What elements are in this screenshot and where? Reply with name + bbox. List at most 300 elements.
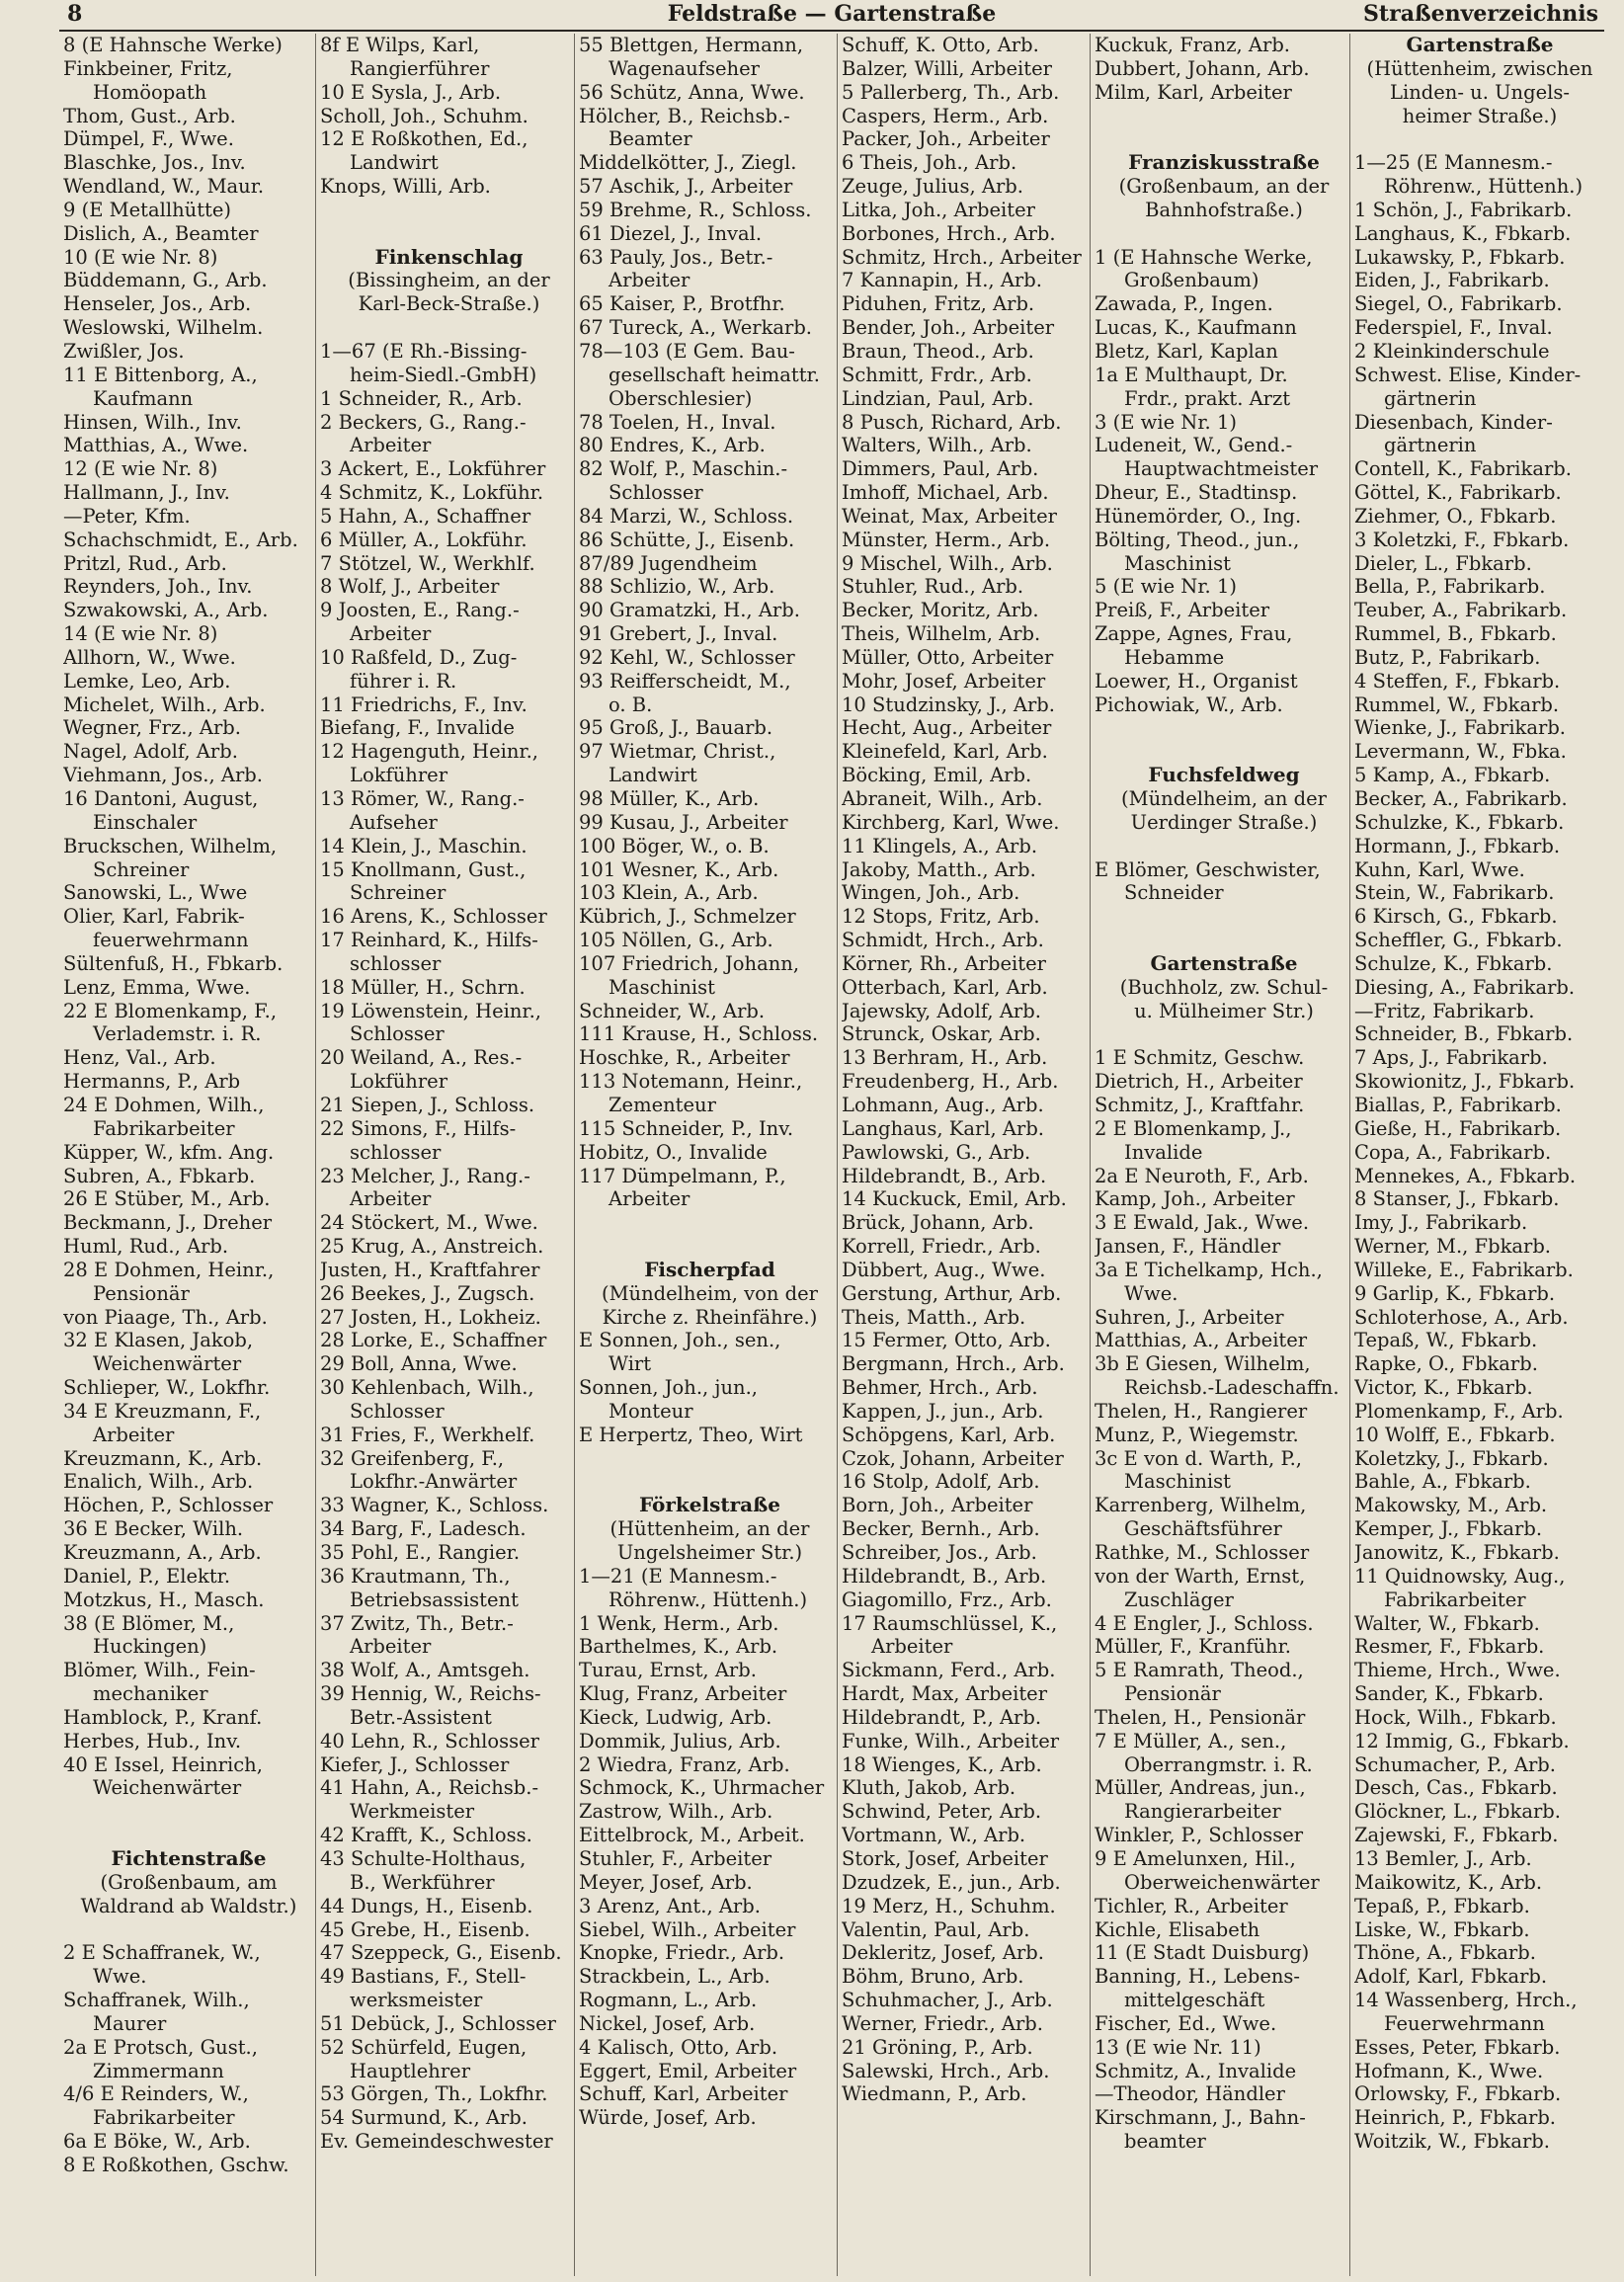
directory-entry: 5 (E wie Nr. 1) <box>1095 575 1237 599</box>
directory-entry: 34 Barg, F., Ladesch. <box>320 1517 527 1541</box>
street-location-note: (Großenbaum, am <box>100 1870 278 1894</box>
directory-entry: 10 Wolff, E., Fbkarb. <box>1354 1423 1556 1446</box>
directory-entry: 7 Stötzel, W., Werkhlf. <box>320 551 535 575</box>
column-1 <box>59 34 314 2276</box>
directory-entry: Thom, Gust., Arb. <box>63 104 236 127</box>
entry-continuation: Pensionär <box>1124 1682 1221 1706</box>
entry-continuation: gärtnerin <box>1384 434 1477 457</box>
directory-entry: Hildebrandt, B., Arb. <box>842 1164 1047 1187</box>
directory-entry: 10 Raßfeld, D., Zug- <box>320 645 518 669</box>
directory-entry: 53 Görgen, Th., Lokfhr. <box>320 2082 548 2106</box>
directory-entry: Turau, Ernst, Arb. <box>579 1659 757 1682</box>
directory-entry: Dzudzek, E., jun., Arb. <box>842 1870 1061 1894</box>
directory-entry: 1 Wenk, Herm., Arb. <box>579 1611 779 1635</box>
directory-entry: Jajewsky, Adolf, Arb. <box>842 999 1041 1022</box>
directory-entry: Schmidt, Hrch., Arb. <box>842 929 1044 952</box>
directory-entry: Sander, K., Fbkarb. <box>1354 1682 1544 1706</box>
directory-entry: Walter, W., Fbkarb. <box>1354 1611 1540 1635</box>
directory-entry: Kreuzmann, K., Arb. <box>63 1446 263 1470</box>
directory-entry: 9 Joosten, E., Rang.- <box>320 599 520 622</box>
directory-entry: Müller, Otto, Arbeiter <box>842 645 1054 669</box>
entry-continuation: Homöopath <box>93 80 207 104</box>
directory-entry: Bender, Joh., Arbeiter <box>842 316 1055 340</box>
directory-entry: —Theodor, Händler <box>1095 2082 1285 2106</box>
entry-continuation: Maschinist <box>1124 1470 1231 1494</box>
entry-continuation: werksmeister <box>350 1989 483 2012</box>
directory-entry: 3 Arenz, Ant., Arb. <box>579 1894 761 1917</box>
directory-entry: 8f E Wilps, Karl, <box>320 34 480 56</box>
section-title: Straßenverzeichnis <box>1363 1 1598 27</box>
directory-entry: Dheur, E., Stadtinsp. <box>1095 481 1298 505</box>
directory-entry: Walters, Wilh., Arb. <box>842 434 1032 457</box>
entry-continuation: Landwirt <box>350 151 439 175</box>
entry-continuation: Hauptlehrer <box>350 2059 471 2082</box>
entry-continuation: o. B. <box>609 693 653 716</box>
blank-line <box>63 1918 314 1942</box>
directory-entry: 99 Kusau, J., Arbeiter <box>579 810 788 834</box>
entry-continuation: Weichenwärter <box>93 1352 242 1376</box>
directory-entry: 113 Notemann, Heinr., <box>579 1070 803 1094</box>
directory-entry: Wiedmann, P., Arb. <box>842 2082 1027 2106</box>
directory-entry: Wienke, J., Fabrikarb. <box>1354 716 1567 740</box>
street-location-note: Linden- u. Ungels- <box>1390 80 1570 104</box>
directory-entry: 7 Kannapin, H., Arb. <box>842 269 1042 292</box>
entry-continuation: Rangierführer <box>350 56 490 80</box>
directory-entry: 2a E Neuroth, F., Arb. <box>1095 1164 1309 1187</box>
directory-entry: Nagel, Adolf, Arb. <box>63 740 238 764</box>
directory-entry: Bölting, Theod., jun., <box>1095 528 1300 551</box>
street-location-note: (Hüttenheim, zwischen <box>1366 56 1593 80</box>
directory-entry: 61 Diezel, J., Inval. <box>579 221 763 245</box>
entry-continuation: Frdr., prakt. Arzt <box>1124 386 1291 410</box>
directory-entry: 44 Dungs, H., Eisenb. <box>320 1894 533 1917</box>
directory-entry: Schlieper, W., Lokfhr. <box>63 1376 271 1400</box>
directory-entry: Abraneit, Wilh., Arb. <box>842 787 1043 810</box>
directory-entry: Maikowitz, K., Arb. <box>1354 1870 1543 1894</box>
directory-entry: 33 Wagner, K., Schloss. <box>320 1494 549 1517</box>
directory-entry: Levermann, W., Fbka. <box>1354 740 1567 764</box>
directory-entry: Werner, M., Fbkarb. <box>1354 1235 1552 1259</box>
directory-entry: Schumacher, P., Arb. <box>1354 1752 1556 1776</box>
directory-entry: Tepaß, P., Fbkarb. <box>1354 1894 1530 1917</box>
directory-entry: Weslowski, Wilhelm. <box>63 316 264 340</box>
column-3 <box>574 34 841 2276</box>
entry-continuation: heim-Siedl.-GmbH) <box>350 363 537 386</box>
directory-entry: Banning, H., Lebens- <box>1095 1965 1301 1989</box>
entry-continuation: Lokführer <box>350 1070 448 1094</box>
entry-continuation: Maschinist <box>609 975 715 999</box>
directory-entry: 34 E Kreuzmann, F., <box>63 1399 262 1423</box>
directory-entry: 15 Fermer, Otto, Arb. <box>842 1329 1051 1352</box>
directory-entry: 90 Gramatzki, H., Arb. <box>579 599 800 622</box>
entry-continuation: schlosser <box>350 951 442 975</box>
directory-entry: von der Warth, Ernst, <box>1095 1564 1306 1588</box>
street-location-note: Uerdinger Straße.) <box>1130 810 1318 834</box>
directory-entry: 6 Kirsch, G., Fbkarb. <box>1354 905 1558 929</box>
directory-entry: 13 Berhram, H., Arb. <box>842 1046 1048 1070</box>
directory-entry: Schuff, Karl, Arbeiter <box>579 2082 788 2106</box>
directory-entry: 9 (E Metallhütte) <box>63 198 232 221</box>
directory-entry: 9 Garlip, K., Fbkarb. <box>1354 1281 1556 1305</box>
directory-entry: Woitzik, W., Fbkarb. <box>1354 2130 1550 2154</box>
directory-entry: 95 Groß, J., Bauarb. <box>579 716 773 740</box>
blank-line <box>1095 929 1353 952</box>
directory-entry: Blaschke, Jos., Inv. <box>63 151 246 175</box>
directory-entry: 2 Wiedra, Franz, Arb. <box>579 1752 790 1776</box>
entry-continuation: schlosser <box>350 1140 442 1164</box>
page-header <box>59 0 1604 32</box>
directory-entry: 88 Schlizio, W., Arb. <box>579 575 775 599</box>
directory-entry: Thelen, H., Pensionär <box>1095 1705 1306 1729</box>
directory-entry: 21 Siepen, J., Schloss. <box>320 1093 535 1116</box>
directory-entry: Borbones, Hrch., Arb. <box>842 221 1056 245</box>
directory-entry: Blömer, Wilh., Fein- <box>63 1659 256 1682</box>
directory-entry: Göttel, K., Fabrikarb. <box>1354 481 1562 505</box>
directory-entry: Theis, Wilhelm, Arb. <box>842 622 1041 646</box>
directory-entry: 3 (E wie Nr. 1) <box>1095 410 1237 434</box>
directory-entry: 10 (E wie Nr. 8) <box>63 245 218 269</box>
column-4 <box>837 34 1094 2276</box>
directory-entry: 8 E Roßkothen, Gschw. <box>63 2153 289 2176</box>
entry-continuation: Maurer <box>93 2011 167 2035</box>
entry-continuation: gesellschaft heimattr. <box>609 363 820 386</box>
entry-continuation: Lokführer <box>350 764 448 787</box>
directory-entry: 14 (E wie Nr. 8) <box>63 622 218 646</box>
directory-entry: Thieme, Hrch., Wwe. <box>1354 1659 1561 1682</box>
blank-line <box>1095 740 1353 764</box>
street-heading: Fichtenstraße <box>111 1846 267 1870</box>
directory-entry: Rathke, M., Schlosser <box>1095 1541 1310 1564</box>
entry-continuation: Rangierarbeiter <box>1124 1800 1281 1824</box>
blank-line <box>1095 127 1353 151</box>
directory-entry: Dommik, Julius, Arb. <box>579 1729 781 1752</box>
street-location-note: Waldrand ab Waldstr.) <box>80 1894 297 1917</box>
entry-continuation: Fabrikarbeiter <box>93 1116 235 1140</box>
directory-entry: 3a E Tichelkamp, Hch., <box>1095 1258 1323 1281</box>
directory-entry: 12 E Roßkothen, Ed., <box>320 127 528 151</box>
directory-entry: Enalich, Wilh., Arb. <box>63 1470 254 1494</box>
directory-entry: 4/6 E Reinders, W., <box>63 2082 249 2106</box>
entry-continuation: Aufseher <box>350 810 438 834</box>
entry-continuation: beamter <box>1124 2130 1206 2154</box>
directory-entry: 67 Tureck, A., Werkarb. <box>579 316 813 340</box>
directory-entry: Matthias, A., Wwe. <box>63 434 249 457</box>
directory-entry: Knopke, Friedr., Arb. <box>579 1941 785 1965</box>
entry-continuation: Fabrikarbeiter <box>1384 1588 1526 1611</box>
directory-entry: Piduhen, Fritz, Arb. <box>842 292 1035 316</box>
street-location-note: Kirche z. Rheinfähre.) <box>602 1305 818 1329</box>
directory-entry: 16 Dantoni, August, <box>63 787 259 810</box>
directory-entry: Koletzky, J., Fbkarb. <box>1354 1446 1549 1470</box>
directory-entry: Schneider, W., Arb. <box>579 999 766 1022</box>
directory-entry: Kübrich, J., Schmelzer <box>579 905 796 929</box>
directory-entry: 3 Ackert, E., Lokführer <box>320 457 546 481</box>
directory-entry: 103 Klein, A., Arb. <box>579 881 759 905</box>
entry-continuation: Landwirt <box>609 764 697 787</box>
directory-entry: 63 Pauly, Jos., Betr.- <box>579 245 773 269</box>
directory-entry: Szwakowski, A., Arb. <box>63 599 269 622</box>
entry-continuation: Reichsb.-Ladeschaffn. <box>1124 1376 1340 1400</box>
directory-entry: Dekleritz, Josef, Arb. <box>842 1941 1044 1965</box>
entry-continuation: B., Werkführer <box>350 1870 495 1894</box>
directory-entry: 52 Schürfeld, Eugen, <box>320 2035 528 2059</box>
entry-continuation: Pensionär <box>93 1281 190 1305</box>
directory-entry: 57 Aschik, J., Arbeiter <box>579 175 793 199</box>
directory-entry: 8 Pusch, Richard, Arb. <box>842 410 1062 434</box>
directory-entry: Caspers, Herm., Arb. <box>842 104 1049 127</box>
blank-line <box>63 1824 314 1847</box>
directory-entry: 28 E Dohmen, Heinr., <box>63 1258 275 1281</box>
directory-entry: 30 Kehlenbach, Wilh., <box>320 1376 534 1400</box>
directory-entry: 36 E Becker, Wilh. <box>63 1517 244 1541</box>
directory-entry: Henz, Val., Arb. <box>63 1046 216 1070</box>
directory-entry: 19 Löwenstein, Heinr., <box>320 999 541 1022</box>
directory-entry: Langhaus, Karl, Arb. <box>842 1116 1044 1140</box>
directory-entry: Böcking, Emil, Arb. <box>842 764 1032 787</box>
blank-line <box>579 1470 841 1494</box>
entry-continuation: Geschäftsführer <box>1124 1517 1282 1541</box>
directory-entry: Kappen, J., jun., Arb. <box>842 1399 1044 1423</box>
blank-line <box>579 1211 841 1235</box>
directory-entry: Heinrich, P., Fbkarb. <box>1354 2106 1556 2130</box>
directory-entry: Salewski, Hrch., Arb. <box>842 2059 1050 2082</box>
directory-entry: Liske, W., Fbkarb. <box>1354 1917 1530 1941</box>
directory-entry: Diesing, A., Fabrikarb. <box>1354 975 1576 999</box>
directory-entry: Willeke, E., Fabrikarb. <box>1354 1258 1574 1281</box>
directory-entry: Litka, Joh., Arbeiter <box>842 198 1035 221</box>
directory-entry: Wendland, W., Maur. <box>63 175 265 199</box>
directory-entry: 25 Krug, A., Anstreich. <box>320 1235 544 1259</box>
directory-entry: Karrenberg, Wilhelm, <box>1095 1494 1307 1517</box>
directory-entry: Nickel, Josef, Arb. <box>579 2011 756 2035</box>
street-location-note: heimer Straße.) <box>1402 104 1558 127</box>
directory-entry: 117 Dümpelmann, P., <box>579 1164 786 1187</box>
directory-entry: Reynders, Joh., Inv. <box>63 575 253 599</box>
directory-entry: 4 Schmitz, K., Lokführ. <box>320 481 544 505</box>
directory-entry: 31 Fries, F., Werkhelf. <box>320 1423 535 1446</box>
directory-entry: 78—103 (E Gem. Bau- <box>579 339 795 363</box>
street-location-note: Ungelsheimer Str.) <box>616 1541 803 1564</box>
directory-entry: Hünemörder, O., Ing. <box>1095 504 1302 528</box>
directory-entry: 56 Schütz, Anna, Wwe. <box>579 80 805 104</box>
entry-continuation: Kaufmann <box>93 386 194 410</box>
directory-entry: Czok, Johann, Arbeiter <box>842 1446 1064 1470</box>
directory-entry: Kamp, Joh., Arbeiter <box>1095 1187 1295 1211</box>
directory-entry: Gerstung, Arthur, Arb. <box>842 1281 1062 1305</box>
directory-entry: Eiden, J., Fabrikarb. <box>1354 269 1550 292</box>
street-location-note: (Bissingheim, an der <box>348 269 550 292</box>
directory-entry: 2 E Blomenkamp, J., <box>1095 1116 1292 1140</box>
directory-entry: Esses, Peter, Fbkarb. <box>1354 2035 1561 2059</box>
street-heading: Gartenstraße <box>1150 951 1298 975</box>
directory-entry: Bahle, A., Fbkarb. <box>1354 1470 1531 1494</box>
directory-entry: Kreuzmann, A., Arb. <box>63 1541 262 1564</box>
directory-entry: Wegner, Frz., Arb. <box>63 716 241 740</box>
directory-entry: Werner, Friedr., Arb. <box>842 2011 1043 2035</box>
entry-continuation: Betr.-Assistent <box>350 1705 492 1729</box>
directory-entry: Zawada, P., Ingen. <box>1095 292 1273 316</box>
directory-entry: 1 Schneider, R., Arb. <box>320 386 523 410</box>
blank-line <box>1095 905 1353 929</box>
directory-entry: Hamblock, P., Kranf. <box>63 1705 263 1729</box>
blank-line <box>1095 716 1353 740</box>
directory-entry: Rummel, W., Fbkarb. <box>1354 693 1560 716</box>
directory-entry: Born, Joh., Arbeiter <box>842 1494 1033 1517</box>
entry-continuation: Hauptwachtmeister <box>1124 457 1319 481</box>
directory-entry: 1—25 (E Mannesm.- <box>1354 151 1553 175</box>
directory-entry: Kiefer, J., Schlosser <box>320 1752 510 1776</box>
directory-entry: 80 Endres, K., Arb. <box>579 434 766 457</box>
directory-entry: 24 E Dohmen, Wilh., <box>63 1093 265 1116</box>
directory-entry: 6a E Böke, W., Arb. <box>63 2130 251 2154</box>
directory-entry: Giagomillo, Frz., Arb. <box>842 1588 1052 1611</box>
directory-entry: Meyer, Josef, Arb. <box>579 1870 753 1894</box>
directory-entry: Strunck, Oskar, Arb. <box>842 1022 1041 1046</box>
directory-entry: Lemke, Leo, Arb. <box>63 669 231 693</box>
page-number: 8 <box>67 1 83 27</box>
directory-entry: 12 (E wie Nr. 8) <box>63 457 218 481</box>
entry-continuation: Oberschlesier) <box>609 386 753 410</box>
entry-continuation: Arbeiter <box>871 1635 953 1659</box>
directory-entry: Ludeneit, W., Gend.- <box>1095 434 1293 457</box>
directory-entry: 7 E Müller, A., sen., <box>1095 1729 1287 1752</box>
directory-entry: 2 Beckers, G., Rang.- <box>320 410 527 434</box>
directory-entry: 5 Pallerberg, Th., Arb. <box>842 80 1060 104</box>
directory-entry: Schmitz, A., Invalide <box>1095 2059 1297 2082</box>
directory-entry: Kichle, Elisabeth <box>1095 1917 1260 1941</box>
directory-entry: Sickmann, Ferd., Arb. <box>842 1659 1056 1682</box>
directory-entry: 26 Beekes, J., Zugsch. <box>320 1281 535 1305</box>
directory-entry: Federspiel, F., Inval. <box>1354 316 1553 340</box>
directory-entry: Lohmann, Aug., Arb. <box>842 1093 1044 1116</box>
directory-entry: 97 Wietmar, Christ., <box>579 740 776 764</box>
entry-continuation: Arbeiter <box>609 269 690 292</box>
entry-continuation: Arbeiter <box>350 1187 432 1211</box>
directory-entry: Hock, Wilh., Fbkarb. <box>1354 1705 1557 1729</box>
directory-entry: 5 E Ramrath, Theod., <box>1095 1659 1304 1682</box>
directory-entry: Korrell, Friedr., Arb. <box>842 1235 1041 1259</box>
directory-entry: Ziehmer, O., Fbkarb. <box>1354 504 1557 528</box>
directory-entry: Pritzl, Rud., Arb. <box>63 551 227 575</box>
page-title: Feldstraße — Gartenstraße <box>667 1 997 27</box>
directory-entry: Scholl, Joh., Schuhm. <box>320 104 528 127</box>
directory-entry: 51 Debück, J., Schlosser <box>320 2011 556 2035</box>
directory-entry: 18 Wienges, K., Arb. <box>842 1752 1042 1776</box>
directory-entry: Dimmers, Paul, Arb. <box>842 457 1039 481</box>
directory-entry: 12 Stops, Fritz, Arb. <box>842 905 1040 929</box>
directory-entry: Bletz, Karl, Kaplan <box>1095 339 1278 363</box>
directory-entry: Wingen, Joh., Arb. <box>842 881 1020 905</box>
directory-entry: Huml, Rud., Arb. <box>63 1235 229 1259</box>
directory-entry: 13 Römer, W., Rang.- <box>320 787 525 810</box>
directory-entry: Rogmann, L., Arb. <box>579 1989 758 2012</box>
directory-entry: 115 Schneider, P., Inv. <box>579 1116 794 1140</box>
directory-entry: Stuhler, F., Arbeiter <box>579 1846 772 1870</box>
directory-entry: 1 (E Hahnsche Werke, <box>1095 245 1313 269</box>
directory-entry: Adolf, Karl, Fbkarb. <box>1354 1965 1548 1989</box>
directory-entry: Imhoff, Michael, Arb. <box>842 481 1049 505</box>
directory-entry: Gieße, H., Fabrikarb. <box>1354 1116 1562 1140</box>
directory-entry: Thöne, A., Fbkarb. <box>1354 1941 1536 1965</box>
directory-entry: Schuhmacher, J., Arb. <box>842 1989 1053 2012</box>
entry-continuation: Schreiner <box>93 857 190 881</box>
entry-continuation: Schreiner <box>350 881 447 905</box>
directory-entry: Middelkötter, J., Ziegl. <box>579 151 797 175</box>
directory-entry: 86 Schütte, J., Eisenb. <box>579 528 795 551</box>
directory-entry: Bella, P., Fabrikarb. <box>1354 575 1546 599</box>
directory-entry: Viehmann, Jos., Arb. <box>63 764 263 787</box>
street-location-note: Karl-Beck-Straße.) <box>358 292 540 316</box>
directory-entry: Loewer, H., Organist <box>1095 669 1298 693</box>
directory-entry: 19 Merz, H., Schuhm. <box>842 1894 1056 1917</box>
directory-entry: Desch, Cas., Fbkarb. <box>1354 1776 1558 1800</box>
blank-line <box>1095 105 1353 128</box>
entry-continuation: Wirt <box>609 1352 652 1376</box>
directory-entry: Langhaus, K., Fbkarb. <box>1354 221 1572 245</box>
directory-entry: Contell, K., Fabrikarb. <box>1354 457 1572 481</box>
entry-continuation: Verlademstr. i. R. <box>93 1022 262 1046</box>
entry-continuation: Invalide <box>1124 1140 1203 1164</box>
directory-entry: 3b E Giesen, Wilhelm, <box>1095 1352 1311 1376</box>
directory-entry: 21 Gröning, P., Arb. <box>842 2035 1033 2059</box>
entry-continuation: Fabrikarbeiter <box>93 2106 235 2130</box>
street-heading: Gartenstraße <box>1406 34 1554 56</box>
directory-entry: 8 (E Hahnsche Werke) <box>63 34 283 56</box>
directory-entry: Schloterhose, A., Arb. <box>1354 1305 1569 1329</box>
directory-entry: 40 Lehn, R., Schlosser <box>320 1729 539 1752</box>
directory-entry: Matthias, A., Arbeiter <box>1095 1329 1308 1352</box>
directory-entry: Diesenbach, Kinder- <box>1354 410 1553 434</box>
directory-entry: 6 Theis, Joh., Arb. <box>842 151 1017 175</box>
directory-entry: 1—67 (E Rh.-Bissing- <box>320 339 528 363</box>
directory-entry: Thelen, H., Rangierer <box>1095 1399 1308 1423</box>
directory-entry: Resmer, F., Fbkarb. <box>1354 1635 1545 1659</box>
directory-entry: Kirschmann, J., Bahn- <box>1095 2106 1306 2130</box>
entry-continuation: Weichenwärter <box>93 1776 242 1800</box>
directory-entry: 4 Kalisch, Otto, Arb. <box>579 2035 778 2059</box>
directory-entry: 28 Lorke, E., Schaffner <box>320 1329 547 1352</box>
directory-entry: Mennekes, A., Fbkarb. <box>1354 1164 1577 1187</box>
entry-continuation: Hebamme <box>1124 645 1225 669</box>
directory-entry: Siegel, O., Fabrikarb. <box>1354 292 1563 316</box>
directory-entry: Weinat, Max, Arbeiter <box>842 504 1057 528</box>
entry-continuation: Großenbaum) <box>1124 269 1259 292</box>
directory-entry: 17 Reinhard, K., Hilfs- <box>320 929 538 952</box>
directory-entry: 4 E Engler, J., Schloss. <box>1095 1611 1314 1635</box>
directory-entry: 11 Friedrichs, F., Inv. <box>320 693 528 716</box>
directory-entry: 1a E Multhaupt, Dr. <box>1095 363 1288 386</box>
directory-entry: Hobitz, O., Invalide <box>579 1140 768 1164</box>
entry-continuation: Arbeiter <box>93 1423 175 1446</box>
directory-entry: Hardt, Max, Arbeiter <box>842 1682 1048 1706</box>
directory-entry: 38 Wolf, A., Amtsgeh. <box>320 1659 530 1682</box>
directory-entry: 105 Nöllen, G., Arb. <box>579 929 773 952</box>
directory-entry: 13 (E wie Nr. 11) <box>1095 2035 1261 2059</box>
directory-entry: Bruckschen, Wilhelm, <box>63 834 278 857</box>
directory-entry: Hermanns, P., Arb <box>63 1070 241 1094</box>
directory-entry: Michelet, Wilh., Arb. <box>63 693 266 716</box>
directory-entry: 38 (E Blömer, M., <box>63 1611 235 1635</box>
directory-entry: Stuhler, Rud., Arb. <box>842 575 1024 599</box>
directory-entry: 22 E Blomenkamp, F., <box>63 999 278 1022</box>
directory-entry: Munz, P., Wiegemstr. <box>1095 1423 1299 1446</box>
directory-entry: Lukawsky, P., Fbkarb. <box>1354 245 1566 269</box>
entry-continuation: Zuschläger <box>1124 1588 1234 1611</box>
directory-entry: Biefang, F., Invalide <box>320 716 515 740</box>
directory-entry: 15 Knollmann, Gust., <box>320 857 527 881</box>
directory-entry: Skowionitz, J., Fbkarb. <box>1354 1070 1576 1094</box>
directory-entry: 5 Hahn, A., Schaffner <box>320 504 531 528</box>
